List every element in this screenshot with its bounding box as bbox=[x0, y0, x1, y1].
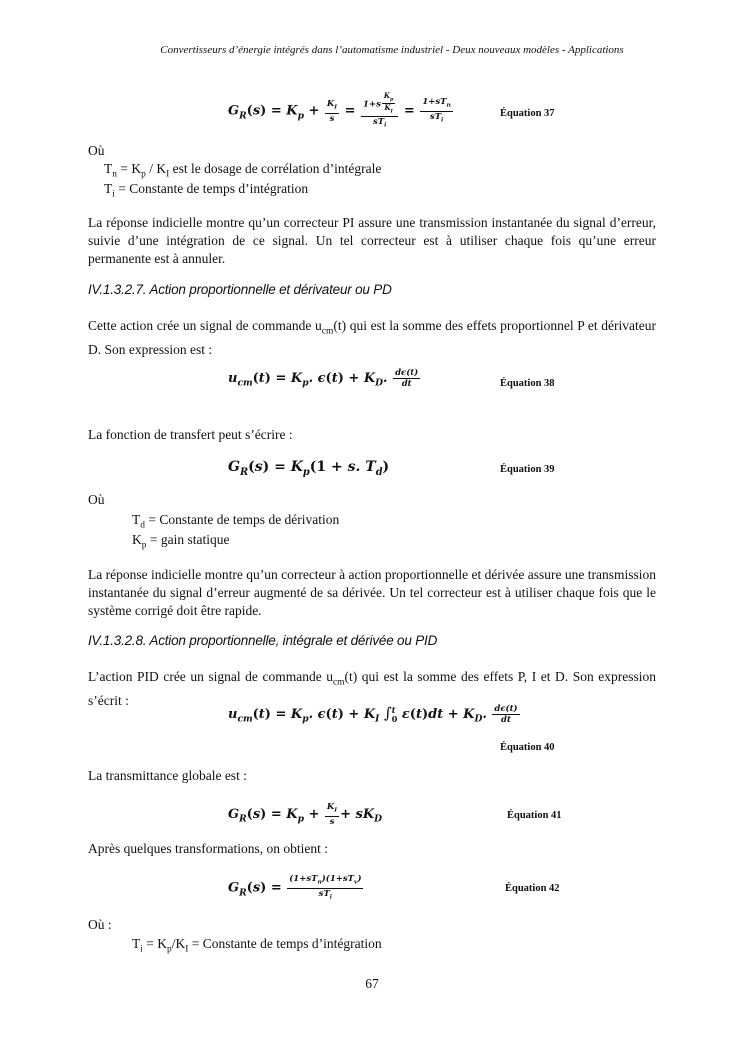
where-label-2: Où bbox=[88, 492, 105, 507]
after-transformations-text: Après quelques transformations, on obtient : bbox=[88, 841, 328, 856]
where-label-3: Où : bbox=[88, 917, 112, 932]
transmittance-text: La transmittance globale est : bbox=[88, 768, 247, 783]
page-number: 67 bbox=[365, 976, 379, 991]
equation-41-label: Équation 41 bbox=[507, 810, 562, 821]
equation-39-label: Équation 39 bbox=[500, 464, 555, 475]
equation-41: $G_R(s) = K_p$ + $\frac{K_I}{s}$ + $sK_D$ bbox=[228, 802, 383, 827]
running-header: Convertisseurs d’énergie intégrés dans l’automatisme industriel - Deux nouveaux modèles - Applications bbox=[160, 44, 624, 56]
kp-definition: $K_p$ = gain statique bbox=[132, 532, 230, 551]
equation-37: $G_R(s) = K_p$ + $\frac{K_I}{s}$ = 1+s $\frac{K_p}{K_I}$ $sT_i$ = $\frac{1+sT_n}{sT_i}$ bbox=[228, 91, 451, 129]
heading-pd: IV.1.3.2.7. Action proportionnelle et dérivateur ou PD bbox=[88, 282, 392, 297]
equation-42-label: Équation 42 bbox=[505, 883, 560, 894]
td-definition: $T_d$ = Constante de temps de dérivation bbox=[132, 512, 340, 531]
equation-40-label: Équation 40 bbox=[500, 742, 555, 753]
heading-pid: IV.1.3.2.8. Action proportionnelle, intégrale et dérivée ou PID bbox=[88, 633, 438, 648]
ti-final-definition: $T_i = K_p/K_I$ = Constante de temps d’intégration bbox=[132, 936, 382, 955]
equation-42: $G_R(s)$ = $\frac{(1+sT_n)(1+sT_v)}{sT_i}$ bbox=[228, 874, 362, 901]
paragraph-pid-intro: L’action PID crée un signal de commande $u_{cm}(t)$ qui est la somme des effets P, I et D. Son expression s’écrit : bbox=[88, 669, 656, 708]
tn-definition: $T_n = K_p / K_I$ est le dosage de corrélation d’intégrale bbox=[104, 161, 382, 180]
transfer-function-text: La fonction de transfert peut s’écrire : bbox=[88, 427, 293, 442]
paragraph-pi-response: La réponse indicielle montre qu’un correcteur PI assure une transmission instantanée du signal d’erreur, suivie d’une intégration de ce signal. Un tel correcteur est à utiliser chaque fois qu’une erreur permanente est à annuler. bbox=[88, 215, 656, 266]
equation-38: $u_{cm}(t) = K_p$. $\epsilon(t) + K_D$. $\frac{d\epsilon(t)}{dt}$ bbox=[228, 368, 419, 389]
equation-37-label: Équation 37 bbox=[500, 108, 555, 119]
ti-definition: $T_i$ = Constante de temps d’intégration bbox=[104, 181, 309, 200]
equation-39: $G_R(s) = K_p(1 + s$. $T_d$) bbox=[228, 459, 390, 478]
equation-38-label: Équation 38 bbox=[500, 378, 555, 389]
paragraph-pd-intro: Cette action crée un signal de commande $u_{cm}(t)$ qui est la somme des effets proportionnel P et dérivateur D. Son expression est : bbox=[88, 318, 656, 357]
where-label: Où bbox=[88, 143, 105, 158]
paragraph-pd-response: La réponse indicielle montre qu’un correcteur à action proportionnelle et dérivée assure une transmission instantanée du signal d’erreur augmenté de sa dérivée. Un tel correcteur est à utiliser chaque fois que le système corrigé doit être rapide. bbox=[88, 567, 656, 618]
equation-40: $u_{cm}(t) = K_p$. $\epsilon(t) + K_I$ ∫ t 0 $\varepsilon(t)dt + K_D$. $\frac{d\epsilon(t)}{dt}$ bbox=[228, 704, 518, 725]
